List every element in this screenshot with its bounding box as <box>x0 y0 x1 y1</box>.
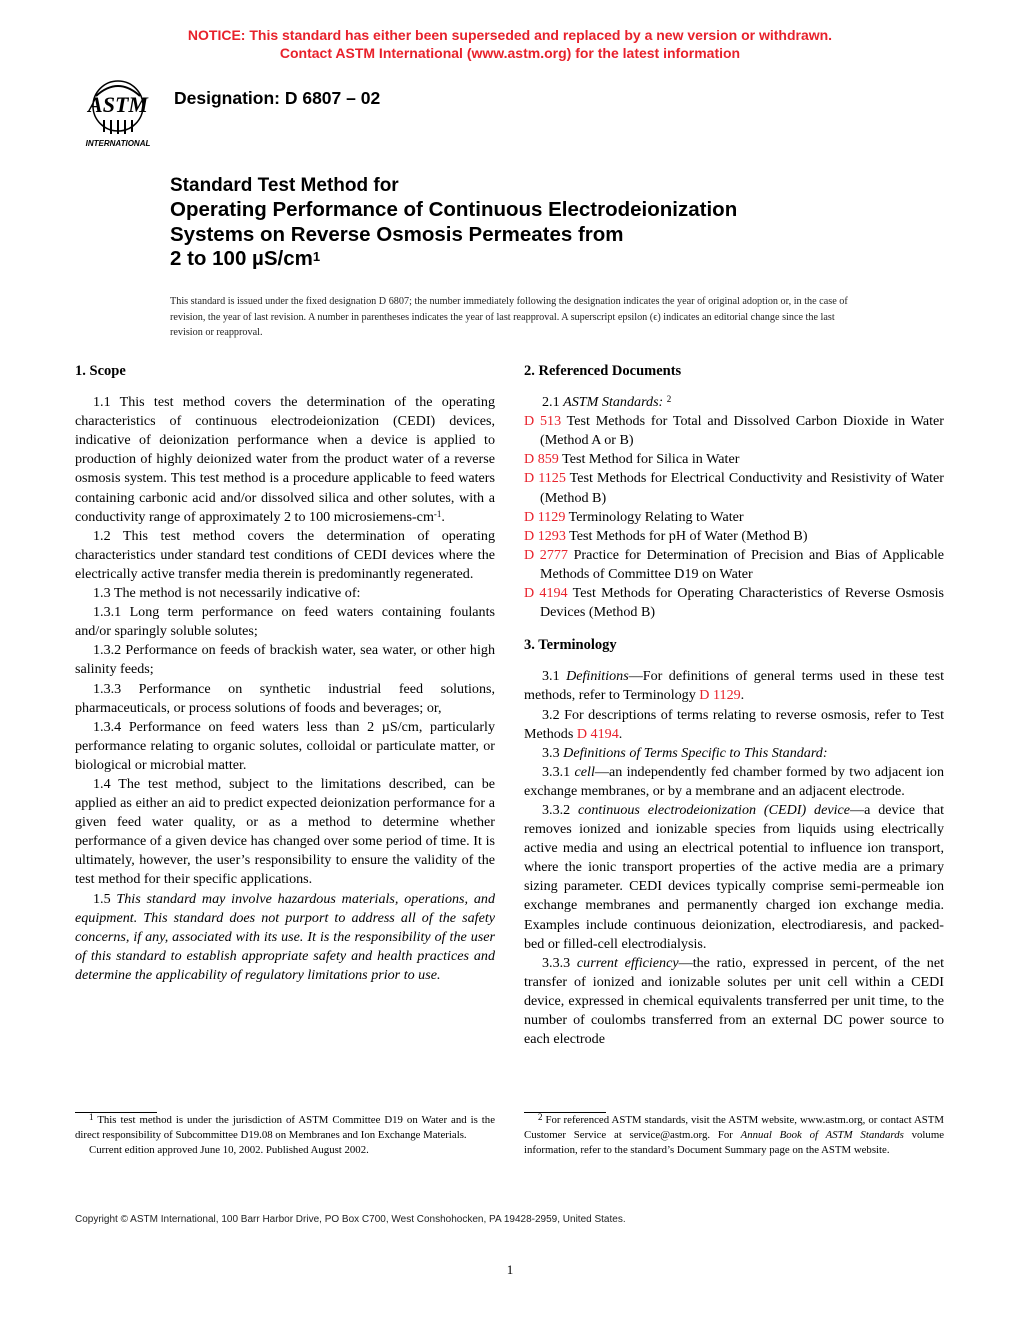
footnote-1 <box>75 1113 495 1158</box>
fixed-designation-note: This standard is issued under the fixed designation D 6807; the number immediately following the designation indicates the year of original adoption or, in the case of revision, the year of last revision. A number in parentheses indicates the year of last reapproval. A superscript epsilon (ϵ) indicates an editorial change since the last revision or reapproval. <box>170 296 848 338</box>
paragraph-2-1: 2.1 ASTM Standards: $^2$ <box>542 394 672 411</box>
astm-logo-icon <box>76 76 160 148</box>
paragraph-3-3-3: 3.3.3 current efficiency—the ratio, expressed in percent, of the net transfer of ionized and ionizable solutes per unit cell within a CEDI device, expressed in chemical equivalents transferred per unit time, to the number of coulombs transferred from an external DC power source to each electrode <box>524 954 945 1048</box>
paragraph-1-3-4: 1.3.4 Performance on feed waters less than 2 µS/cm, particularly performance relating to organic solutes, colloidal or particulate matter, or biological or microbial matter. <box>75 718 495 773</box>
footnote-1-text: $^1$ This test method is under the jurisdiction of ASTM Committee D19 on Water and is the direct responsibility of Subcommittee D19.08 on Membranes and Ion Exchange Materials. <box>75 1112 495 1141</box>
reference-item: D 2777 Practice for Determination of Precision and Bias of Applicable Methods of Committee D19 on Water <box>524 546 944 582</box>
referenced-documents-list <box>524 412 944 622</box>
svg-text:ASTM: ASTM <box>88 92 148 117</box>
reference-link[interactable]: D 1125 <box>524 470 566 487</box>
paragraph-1-2: 1.2 This test method covers the determination of operating characteristics under standard test conditions of CEDI devices where the electrically active transfer media therein is predominantly regenerated. <box>75 527 495 582</box>
notice-line-2: Contact ASTM International (www.astm.org) for the latest information <box>279 45 741 61</box>
footnote-2-text: $^2$ For referenced ASTM standards, visit the ASTM website, www.astm.org, or contact ASTM Customer Service at service@astm.org. For Annual Book of ASTM Standards volume information, refer to the standard’s Document Summary page on the ASTM website. <box>524 1112 945 1156</box>
reference-link[interactable]: D 1293 <box>524 527 566 544</box>
designation: Designation: D 6807 – 02 <box>174 88 381 108</box>
reference-link[interactable]: D 1129 <box>524 508 566 525</box>
footnote-2 <box>524 1113 944 1158</box>
left-column <box>75 362 495 985</box>
paragraph-1-3: 1.3 The method is not necessarily indicative of: <box>93 585 361 602</box>
reference-link[interactable]: D 1129 <box>699 687 741 704</box>
paragraph-1-4: 1.4 The test method, subject to the limitations described, can be applied as either an aid to predict expected deionization performance for a given feed water quality, or as a method to determine whether performance of a given device has changed over some period of time. It is ultimately, however, the user’s responsibility to ensure the validity of the test method for their specific applications. <box>75 775 495 888</box>
right-column <box>524 362 944 1049</box>
footnote-1-edition: Current edition approved June 10, 2002. Published August 2002. <box>89 1144 369 1156</box>
paragraph-1-3-2: 1.3.2 Performance on feeds of brackish water, sea water, or other high salinity feeds; <box>75 642 495 678</box>
reference-link[interactable]: D 859 <box>524 451 559 468</box>
reference-link[interactable]: D 513 <box>524 413 562 430</box>
reference-item: D 4194 Test Methods for Operating Characteristics of Reverse Osmosis Devices (Method B) <box>524 585 944 621</box>
reference-link[interactable]: D 2777 <box>524 546 568 563</box>
section-heading-terminology: 3. Terminology <box>524 637 617 654</box>
paragraph-3-3-1: 3.3.1 cell—an independently fed chamber formed by two adjacent ion exchange membranes, or by a membrane and an adjacent electrode. <box>524 763 945 799</box>
logo-label: INTERNATIONAL <box>85 139 151 148</box>
section-heading-referenced: 2. Referenced Documents <box>524 363 682 379</box>
reference-item: D 1293 Test Methods for pH of Water (Method B) <box>524 527 808 544</box>
reference-item: D 1125 Test Methods for Electrical Conductivity and Resistivity of Water (Method B) <box>524 470 944 506</box>
section-heading-scope: 1. Scope <box>75 363 126 379</box>
reference-item: D 513 Test Methods for Total and Dissolved Carbon Dioxide in Water (Method A or B) <box>524 413 944 449</box>
paragraph-1-3-1: 1.3.1 Long term performance on feed waters containing foulants and/or sparingly soluble solutes; <box>75 604 495 640</box>
copyright-line: Copyright © ASTM International, 100 Barr Harbor Drive, PO Box C700, West Conshohocken, PA 19428-2959, United States. <box>75 1214 626 1225</box>
paragraph-3-3-2: 3.3.2 continuous electrodeionization (CEDI) device—a device that removes ionized and ionizable species from liquids using electrically active media and using an electrical potential to influence ion transport, where the ionic transport properties of the active media are a primary sizing parameter. CEDI devices typically comprise semi-permeable ion exchange membranes and permanently charged ion exchange media. Examples include continuous deionization, electrodiaresis, and packed-bed or filled-cell electrodialysis. <box>524 801 944 952</box>
title-line-3: 2 to 100 $\mu S/cm^1$ <box>170 247 321 270</box>
paragraph-3-1: 3.1 Definitions—For definitions of general terms used in these test methods, refer to Terminology D 1129. <box>524 668 944 704</box>
reference-item: D 1129 Terminology Relating to Water <box>524 508 744 525</box>
withdrawal-notice <box>0 26 1020 62</box>
document-title <box>170 174 890 272</box>
reference-link[interactable]: D 4194 <box>576 725 619 742</box>
reference-link[interactable]: D 4194 <box>524 585 568 602</box>
paragraph-1-1: 1.1 This test method covers the determination of the operating characteristics of continuous electrodeionization (CEDI) devices, indicative of deionization performance when a device is applied to production of highly deionized water from the product water of a reverse osmosis system. This test method is a procedure applicable to feed waters containing carbonic acid and/or dissolved silica and other solutes, with a conductivity range of approximately 2 to 100 microsiemens-$cm^{-1}$. <box>75 394 495 525</box>
paragraph-1-5: 1.5 This standard may involve hazardous materials, operations, and equipment. This standard does not purport to address all of the safety concerns, if any, associated with its use. It is the responsibility of the user of this standard to establish appropriate safety and health practices and determine the applicability of regulatory limitations prior to use. <box>75 890 495 983</box>
reference-item: D 859 Test Method for Silica in Water <box>524 451 740 468</box>
page-number: 1 <box>506 1262 514 1277</box>
notice-line-1: NOTICE: This standard has either been superseded and replaced by a new version or withdrawn. <box>187 27 833 43</box>
title-footnote-mark: 1 <box>312 249 321 264</box>
title-line-2: Systems on Reverse Osmosis Permeates from <box>170 222 624 246</box>
astm-logo <box>76 76 160 148</box>
paragraph-1-3-3: 1.3.3 Performance on synthetic industrial feed solutions, pharmaceuticals, or process solutions of foods and beverages; or, <box>75 680 495 716</box>
title-line-1: Operating Performance of Continuous Electrodeionization <box>170 198 738 221</box>
paragraph-3-3: 3.3 Definitions of Terms Specific to This Standard: <box>542 744 828 761</box>
title-prefix: Standard Test Method for <box>170 175 399 196</box>
paragraph-3-2: 3.2 For descriptions of terms relating to reverse osmosis, refer to Test Methods D 4194. <box>524 706 944 742</box>
